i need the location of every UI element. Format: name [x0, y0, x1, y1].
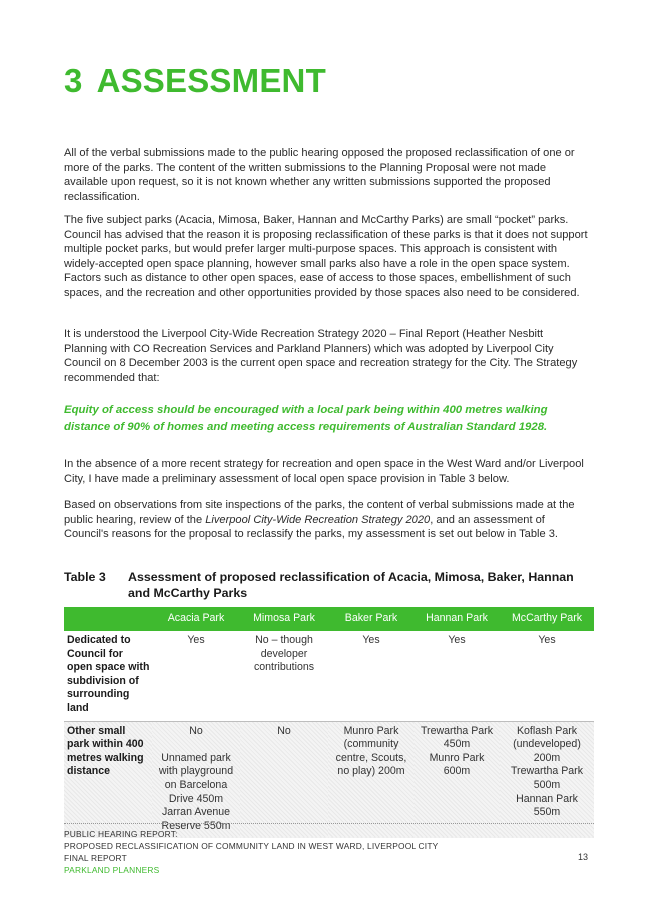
strategy-quote: Equity of access should be encouraged with a local park being within 400 metres walking distance of 90% of homes and meeting access requirements of Australian Standard 1928.: [64, 404, 548, 433]
table-row: [64, 721, 594, 838]
cell-line: developer: [260, 647, 308, 660]
page-footer: [64, 828, 594, 876]
cell-line: Yes: [448, 634, 466, 646]
cell-line: Trewartha Park: [420, 724, 494, 737]
cell-line: 450m: [443, 738, 471, 751]
cell-line: 500m: [533, 778, 561, 791]
cell-line: Yes: [362, 634, 380, 646]
row-header: Other small park within 400 metres walking distance: [64, 721, 152, 838]
row-header: Dedicated to Council for open space with subdivision of surrounding land: [67, 634, 150, 714]
table-cell: [240, 631, 328, 721]
table-label: Table 3: [64, 570, 106, 584]
table-cell: [152, 631, 240, 721]
header-corner: [64, 607, 152, 631]
table-header-row: [64, 607, 594, 631]
footer-report-status: FINAL REPORT: [64, 853, 127, 863]
table-cell: [414, 631, 500, 721]
paragraph-assessment-basis: [64, 498, 588, 542]
table-cell: [500, 721, 594, 838]
table-cell: [328, 631, 414, 721]
footer-author: PARKLAND PLANNERS: [64, 865, 160, 875]
cell-line: Trewartha Park: [510, 765, 584, 778]
cell-line: Drive 450m: [168, 792, 224, 805]
paragraph-pocket-parks: The five subject parks (Acacia, Mimosa, Baker, Hannan and McCarthy Parks) are small “pocket” parks. Council has advised that the reason it is proposing reclassification of these parks is that it does not support multiple pocket parks, but would prefer larger multi-purpose spaces. This approach is consistent with widely-accepted open space planning, however small parks also have a role in the open space system. Factors such as distance to other open spaces, ease of access to those spaces, embellishment of such spaces, and the recreation and other opportunities provided by those spaces also need to be considered.: [64, 214, 588, 299]
cell-line: No: [277, 724, 291, 737]
column-header: Hannan Park: [414, 607, 500, 631]
section-heading: [64, 62, 326, 100]
table-cell: [328, 721, 414, 838]
footer-report-type: PUBLIC HEARING REPORT:: [64, 829, 178, 839]
strategy-name-italic: Liverpool City-Wide Recreation Strategy 2020: [205, 513, 431, 526]
cell-line: Munro Park: [343, 724, 399, 737]
cell-line: contributions: [253, 661, 315, 674]
cell-spacer: [154, 738, 238, 752]
table-cell: [152, 721, 240, 838]
paragraph-preliminary: In the absence of a more recent strategy for recreation and open space in the West Ward and/or Liverpool City, I have made a preliminary assessment of local open space provision in Table 3 below.: [64, 458, 584, 485]
column-header: Acacia Park: [152, 607, 240, 631]
paragraph-submissions: All of the verbal submissions made to the public hearing opposed the proposed reclassification of one or more of the parks. The content of the written submissions to the Planning Proposal were not made available upon request, so it is not known whether any written submissions supported the proposed reclassification.: [64, 147, 575, 203]
section-number: 3: [64, 62, 83, 99]
column-header: Mimosa Park: [240, 607, 328, 631]
cell-line: Yes: [538, 634, 556, 646]
section-title: ASSESSMENT: [96, 62, 326, 99]
table-row: [64, 631, 594, 721]
footer-divider: [64, 823, 594, 824]
cell-line: (community: [343, 738, 399, 751]
cell-line: Jarran Avenue: [161, 806, 231, 819]
cell-line: centre, Scouts,: [335, 751, 407, 764]
cell-line: 200m: [533, 751, 561, 764]
table-cell: [240, 721, 328, 838]
cell-line: Unnamed park: [161, 751, 231, 764]
assessment-table: [64, 607, 594, 838]
cell-line: 550m: [533, 806, 561, 819]
cell-line: No – though: [255, 634, 313, 646]
cell-line: Yes: [187, 634, 205, 646]
assessment-basis-text-1: Based on observations from site inspections of the parks, the content of verbal submissions made at the public hearing, review of the: [64, 499, 575, 526]
table-title: Assessment of proposed reclassification of Acacia, Mimosa, Baker, Hannan and McCarthy Parks: [128, 570, 574, 600]
footer-report-title: PROPOSED RECLASSIFICATION OF COMMUNITY LAND IN WEST WARD, LIVERPOOL CITY: [64, 841, 439, 851]
assessment-basis-text-2: , and an assessment of Council's reasons for the proposal to reclassify the parks, my assessment is set out below in Table 3.: [64, 513, 558, 541]
cell-line: (undeveloped): [513, 738, 581, 751]
page-number: 13: [577, 852, 588, 862]
cell-line: Koflash Park: [516, 724, 578, 737]
paragraph-strategy: It is understood the Liverpool City-Wide Recreation Strategy 2020 – Final Report (Heather Nesbitt Planning with CO Recreation Services and Parkland Planners) which was adopted by Liverpool City Council on 8 December 2003 is the current open space and recreation strategy for the City. The Strategy recommended that:: [64, 328, 578, 384]
cell-line: with playground: [158, 765, 234, 778]
cell-line: on Barcelona: [164, 778, 228, 791]
cell-line: Hannan Park: [516, 792, 578, 805]
table-cell: [500, 631, 594, 721]
cell-line: 600m: [443, 765, 471, 778]
column-header: McCarthy Park: [500, 607, 594, 631]
cell-line: No: [189, 724, 203, 737]
column-header: Baker Park: [328, 607, 414, 631]
cell-line: no play) 200m: [337, 765, 405, 778]
cell-line: Munro Park: [429, 751, 485, 764]
cell-line: Reserve 550m: [161, 819, 231, 832]
table-cell: [414, 721, 500, 838]
